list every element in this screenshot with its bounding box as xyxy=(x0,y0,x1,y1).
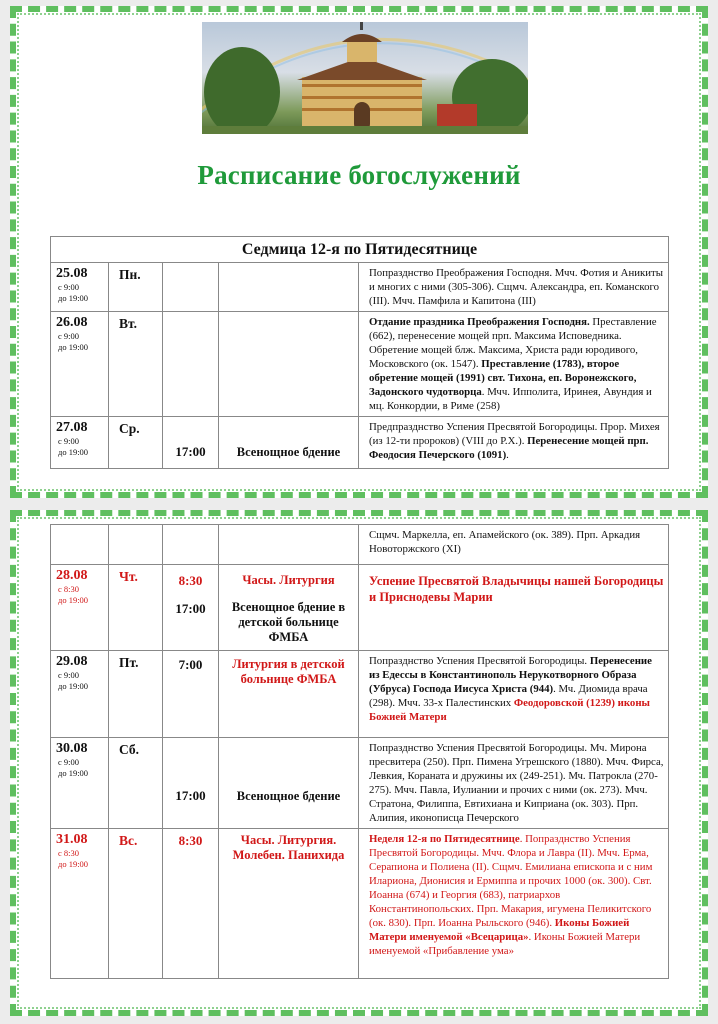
saints-text-bold: Отдание праздника Преображения Господня. xyxy=(369,316,590,328)
service-name xyxy=(219,312,359,417)
time-to: до 19:00 xyxy=(58,342,89,352)
date-cell xyxy=(51,738,109,829)
table-row xyxy=(51,525,669,565)
page-title: Расписание богослужений xyxy=(197,160,521,190)
saints-of-day: Попразднство Успения Пресвятой Богородицы. Мч. Мирона пресвитера (250). Прп. Пимена Угрешского (1880). Мчч. Фирса, Левкия, Кораната и дружины их (249-251). Мч. Патрокла (270-275). Мчч. Павла, Иулиании и прочих с ними (ок. 273). Мчч. Стратона, Филиппа, Евтихиана и Киприана (ок. 303). Прп. Алипия, иконописца Печерского xyxy=(359,738,669,829)
time-to: до 19:00 xyxy=(58,447,89,457)
date: 27.08 xyxy=(56,420,88,435)
date-cell xyxy=(51,565,109,651)
date-cell xyxy=(51,417,109,469)
table-row xyxy=(51,565,669,651)
saints-of-day: Сщмч. Маркелла, еп. Апамейского (ок. 389). Прп. Аркадия Новоторжского (XI) xyxy=(359,525,669,565)
service-name xyxy=(219,525,359,565)
weekday: Вт. xyxy=(109,312,163,417)
date: 26.08 xyxy=(56,315,88,330)
saints-text: . Попразднство Успения Пресвятой Богородицы. Мчч. Флора и Лавра (II). Мчч. Ерма, Серапиона и Полиена (II). Сщмч. Емилиана епископа и с ним Илариона, Дионисия и Ермиппа и прочих 1000 (ок. 300). Свт. Иоанна (674) и Георгия (683), патриархов Константинопольских. Прп. Макария, игумена Пеликитского (ок. 830). Прп. Иоанна Рыльского (946). xyxy=(369,833,653,929)
saints-text: . Иконы Божией Матери именуемой «Прибавление ума» xyxy=(369,931,641,957)
weekday xyxy=(109,525,163,565)
schedule-table-continued xyxy=(50,524,669,979)
saints-of-day xyxy=(359,565,669,651)
service-name: Литургия в детской больнице ФМБА xyxy=(219,651,359,738)
service-name: Всенощное бдение xyxy=(219,417,359,469)
table-row xyxy=(51,829,669,979)
date-cell xyxy=(51,312,109,417)
saints-text-bold: Перенесение мощей прп. Феодосия Печерского (1091) xyxy=(369,435,649,461)
saints-text: Попразднство Преображения Господня. Мчч. Фотия и Аникиты и многих с ними (305-306). Сщмч. Александра, еп. Команского (III). Мчч. Памфила и Капитона (III) xyxy=(369,267,664,307)
saints-text: Попразднство Успения Пресвятой Богородицы. xyxy=(369,655,590,667)
time-from: с 9:00 xyxy=(58,757,80,767)
time-to: до 19:00 xyxy=(58,293,89,303)
service-name: Часы. Литургия. Молебен. Панихида xyxy=(219,829,359,979)
saints-of-day xyxy=(359,829,669,979)
service-name xyxy=(219,565,359,651)
saints-text-bold: Неделя 12-я по Пятидесятнице xyxy=(369,833,520,845)
saints-of-day xyxy=(359,651,669,738)
time-to: до 19:00 xyxy=(58,595,89,605)
time-from: с 9:00 xyxy=(58,670,80,680)
weekday: Ср. xyxy=(109,417,163,469)
church-photo xyxy=(202,22,528,134)
saints-of-day xyxy=(359,312,669,417)
time-to: до 19:00 xyxy=(58,768,89,778)
time-from: с 9:00 xyxy=(58,282,80,292)
feast-title: Успение Пресвятой Владычицы нашей Богородицы и Приснодевы Марии xyxy=(369,574,664,604)
date-cell xyxy=(51,651,109,738)
saints-of-day xyxy=(359,417,669,469)
table-row xyxy=(51,263,669,312)
week-title: Седмица 12-я по Пятидесятнице xyxy=(51,237,669,263)
service-time-2: 17:00 xyxy=(175,601,206,616)
service-time-1: 8:30 xyxy=(178,573,203,588)
date: 29.08 xyxy=(56,654,88,669)
saints-text-bold: Преставление (1783), второе обретение мощей (1991) свт. Тихона, еп. Воронежского, Задонского чудотворца xyxy=(369,358,637,398)
service-name-2: Всенощное бдение в детской больнице ФМБА xyxy=(231,600,346,644)
service-time xyxy=(163,525,219,565)
table-row xyxy=(51,651,669,738)
service-time xyxy=(163,565,219,651)
weekday: Пн. xyxy=(109,263,163,312)
date: 28.08 xyxy=(56,568,88,583)
time-from: с 9:00 xyxy=(58,436,80,446)
saints-text-red: Феодоровской (1239) иконы Божией Матери xyxy=(369,697,650,723)
schedule-page-2 xyxy=(10,510,708,1016)
time-from: с 9:00 xyxy=(58,331,80,341)
weekday: Чт. xyxy=(109,565,163,651)
service-time: 17:00 xyxy=(163,738,219,829)
schedule-table-week xyxy=(50,236,669,469)
table-row xyxy=(51,738,669,829)
time-to: до 19:00 xyxy=(58,681,89,691)
saints-text-bold: Иконы Божией Матери именуемой «Всецарица» xyxy=(369,917,630,943)
table-row xyxy=(51,312,669,417)
weekday: Сб. xyxy=(109,738,163,829)
date-cell xyxy=(51,525,109,565)
weekday: Вс. xyxy=(109,829,163,979)
service-name: Всенощное бдение xyxy=(219,738,359,829)
time-to: до 19:00 xyxy=(58,859,89,869)
service-time: 8:30 xyxy=(163,829,219,979)
saints-of-day xyxy=(359,263,669,312)
table-row xyxy=(51,417,669,469)
weekday: Пт. xyxy=(109,651,163,738)
time-from: с 8:30 xyxy=(58,848,80,858)
time-from: с 8:30 xyxy=(58,584,80,594)
service-name xyxy=(219,263,359,312)
saints-text: Преставление (662), перенесение мощей прп. Максима Исповедника. Обретение мощей блж. Максима, Христа ради юродивого, Московского (ок. 1547). xyxy=(369,316,657,370)
date: 25.08 xyxy=(56,266,88,281)
service-time xyxy=(163,312,219,417)
date-cell xyxy=(51,263,109,312)
saints-text: . xyxy=(506,449,509,461)
date: 30.08 xyxy=(56,741,88,756)
saints-text: . Мчч. Ипполита, Иринея, Авундия и мц. Конкордии, в Риме (258) xyxy=(369,386,652,412)
date-cell xyxy=(51,829,109,979)
service-time xyxy=(163,263,219,312)
service-time: 7:00 xyxy=(163,651,219,738)
schedule-page-1 xyxy=(10,6,708,498)
saints-text: . Мч. Диомида врача (298). Мчч. 33-х Палестинских xyxy=(369,683,648,709)
saints-text-bold: Перенесение из Едессы в Константинополь Нерукотворного Образа (Убруса) Господа Иисуса Христа (944) xyxy=(369,655,652,695)
service-name-1: Часы. Литургия xyxy=(242,573,335,587)
service-time: 17:00 xyxy=(163,417,219,469)
saints-text: Предпразднство Успения Пресвятой Богородицы. Прор. Михея (из 12-ти пророков) (VIII до Р.Х.). xyxy=(369,421,660,447)
date: 31.08 xyxy=(56,832,88,847)
